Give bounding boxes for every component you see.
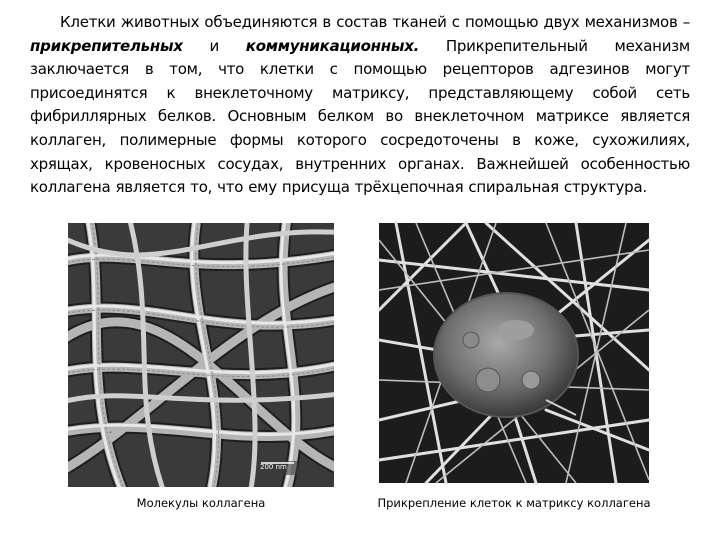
caption-collagen-molecules: Молекулы коллагена <box>136 496 266 510</box>
body-paragraph <box>30 11 690 200</box>
term-communication: коммуникационных. <box>245 36 420 55</box>
term-attachment: прикрепительных <box>30 36 183 55</box>
scale-bar-label: 200 nm <box>260 463 287 471</box>
paragraph-connector: и <box>182 36 246 55</box>
paragraph-intro: Клетки животных объединяются в состав тканей с помощью двух механизмов – <box>60 13 690 31</box>
collagen-fibers-image <box>68 223 334 487</box>
caption-cell-attachment: Прикрепление клеток к матриксу коллагена <box>377 496 651 510</box>
cell-on-matrix-image <box>376 220 652 486</box>
paragraph-rest: Прикрепительный механизм заключается в том, что клетки с помощью рецепторов адгезинов могут присоединятся к внеклеточному матриксу, представляющему собой сеть фибриллярных белков. Основным белком во внеклеточном матриксе является коллаген, полимерные формы которого сосредоточены в коже, сухожилиях, хрящах, кровеносных сосудах, внутренних органах. Важнейшей особенностью коллагена является то, что ему присуща трёхцепочная спиральная структура. <box>30 36 690 197</box>
